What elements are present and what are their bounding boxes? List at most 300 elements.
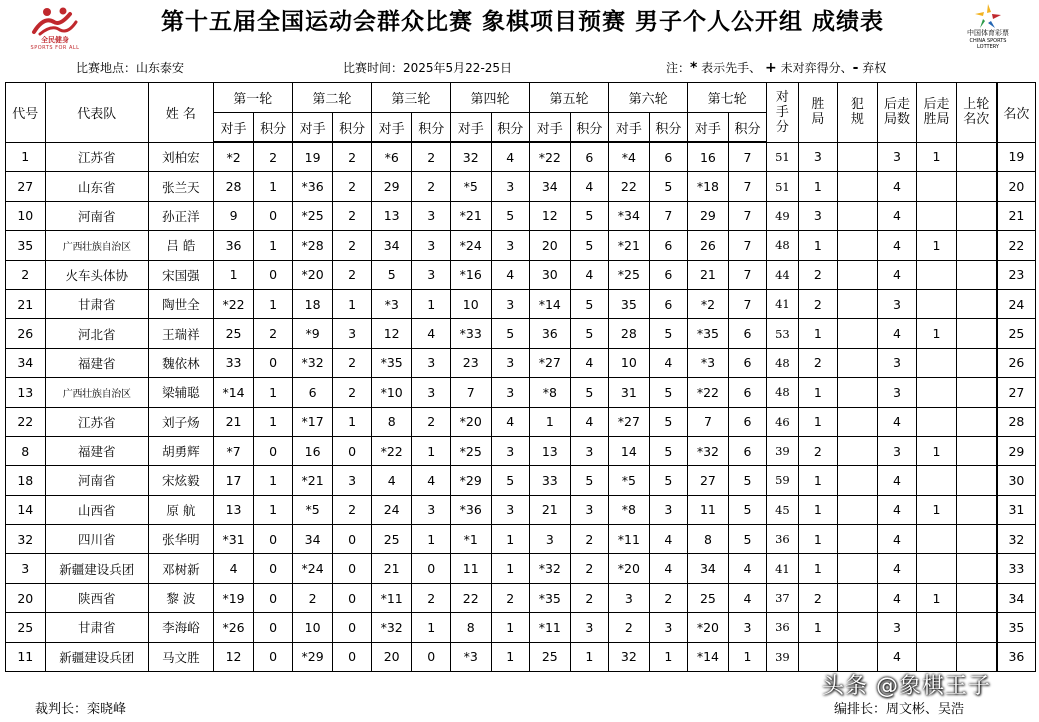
cell-opponent: 29 (371, 172, 412, 201)
cell-prev-rank (956, 289, 997, 318)
cell-opponent: 33 (530, 466, 571, 495)
cell-team: 江苏省 (45, 142, 148, 172)
cell-opponent: 36 (530, 319, 571, 348)
cell-team: 新疆建设兵团 (45, 554, 148, 583)
cell-score: 3 (649, 495, 688, 524)
cell-rank: 33 (997, 554, 1036, 583)
cell-opponent: *32 (292, 348, 333, 377)
cell-opponent: 11 (688, 495, 729, 524)
cell-opponent: *20 (688, 613, 729, 642)
cell-score: 2 (254, 319, 293, 348)
cell-opponent: 13 (530, 436, 571, 465)
cell-opponent: 29 (688, 201, 729, 230)
cell-rank: 36 (997, 642, 1036, 671)
cell-fouls (838, 613, 878, 642)
cell-opponent: *5 (609, 466, 650, 495)
cell-second-count: 4 (877, 554, 917, 583)
cell-score: 2 (333, 201, 372, 230)
cell-wins: 1 (798, 231, 838, 260)
cell-second-count: 3 (877, 436, 917, 465)
cell-wins: 1 (798, 378, 838, 407)
cell-team: 福建省 (45, 436, 148, 465)
cell-opponent-total: 44 (767, 260, 798, 289)
cell-second-wins (917, 642, 957, 671)
header-opponent: 对手 (450, 113, 491, 143)
cell-opponent-total: 37 (767, 583, 798, 612)
cell-score: 6 (570, 142, 609, 172)
cell-fouls (838, 436, 878, 465)
cell-opponent-total: 41 (767, 289, 798, 318)
table-row (6, 260, 1036, 289)
header-team: 代表队 (45, 83, 148, 143)
cell-opponent: 16 (688, 142, 729, 172)
cell-code: 3 (6, 554, 46, 583)
minus-symbol: - (852, 60, 859, 76)
cell-second-wins (917, 201, 957, 230)
cell-name: 邓树新 (148, 554, 213, 583)
cell-opponent: *16 (450, 260, 491, 289)
cell-second-count: 3 (877, 378, 917, 407)
cell-code: 1 (6, 142, 46, 172)
cell-opponent: 13 (213, 495, 254, 524)
cell-second-count: 3 (877, 142, 917, 172)
cell-second-wins: 1 (917, 142, 957, 172)
cell-opponent-total: 53 (767, 319, 798, 348)
header-second-wins: 后走胜局 (917, 83, 957, 143)
header-opponent: 对手 (371, 113, 412, 143)
cell-opponent: *22 (688, 378, 729, 407)
cell-score: 2 (412, 142, 451, 172)
cell-score: 1 (491, 525, 530, 554)
cell-rank: 19 (997, 142, 1036, 172)
cell-fouls (838, 348, 878, 377)
cell-fouls (838, 319, 878, 348)
header-opponent: 对手 (530, 113, 571, 143)
cell-score: 4 (570, 407, 609, 436)
cell-team: 陕西省 (45, 583, 148, 612)
cell-second-count: 4 (877, 201, 917, 230)
header-round: 第七轮 (688, 83, 767, 113)
runner-figure-icon (30, 6, 80, 36)
cell-rank: 29 (997, 436, 1036, 465)
cell-code: 13 (6, 378, 46, 407)
cell-opponent: 20 (371, 642, 412, 671)
cell-second-wins (917, 378, 957, 407)
table-row (6, 231, 1036, 260)
cell-opponent: 34 (530, 172, 571, 201)
cell-score: 0 (333, 554, 372, 583)
cell-score: 3 (412, 260, 451, 289)
cell-score: 3 (412, 348, 451, 377)
table-row (6, 289, 1036, 318)
legend-note (666, 60, 886, 76)
cell-score: 3 (491, 495, 530, 524)
cell-name: 黎 波 (148, 583, 213, 612)
cell-score: 5 (570, 201, 609, 230)
cell-score: 1 (254, 231, 293, 260)
cell-rank: 34 (997, 583, 1036, 612)
cell-score: 4 (570, 172, 609, 201)
cell-score: 5 (649, 407, 688, 436)
cell-score: 6 (728, 407, 767, 436)
cell-score: 5 (570, 319, 609, 348)
cell-rank: 27 (997, 378, 1036, 407)
cell-opponent: 22 (609, 172, 650, 201)
cell-team: 新疆建设兵团 (45, 642, 148, 671)
cell-wins: 2 (798, 348, 838, 377)
cell-opponent: 4 (213, 554, 254, 583)
table-row (6, 466, 1036, 495)
cell-wins: 1 (798, 495, 838, 524)
header-score: 积分 (333, 113, 372, 143)
cell-name: 魏依林 (148, 348, 213, 377)
cell-opponent: *25 (609, 260, 650, 289)
cell-second-count: 4 (877, 319, 917, 348)
cell-score: 1 (254, 172, 293, 201)
cell-team: 四川省 (45, 525, 148, 554)
cell-code: 11 (6, 642, 46, 671)
header-round: 第二轮 (292, 83, 371, 113)
header-code: 代号 (6, 83, 46, 143)
cell-rank: 22 (997, 231, 1036, 260)
cell-wins: 2 (798, 436, 838, 465)
header-round: 第一轮 (213, 83, 292, 113)
cell-name: 吕 皓 (148, 231, 213, 260)
cell-opponent: *36 (292, 172, 333, 201)
cell-fouls (838, 525, 878, 554)
cell-score: 7 (728, 231, 767, 260)
table-row (6, 201, 1036, 230)
cell-opponent: *17 (292, 407, 333, 436)
cell-opponent: 31 (609, 378, 650, 407)
cell-score: 4 (570, 260, 609, 289)
cell-score: 6 (649, 289, 688, 318)
cell-score: 0 (333, 525, 372, 554)
cell-score: 4 (649, 348, 688, 377)
cell-score: 1 (254, 466, 293, 495)
cell-score: 5 (570, 231, 609, 260)
cell-score: 1 (491, 554, 530, 583)
cell-second-wins: 1 (917, 319, 957, 348)
table-row (6, 613, 1036, 642)
cell-opponent: 5 (371, 260, 412, 289)
cell-second-wins (917, 172, 957, 201)
cell-opponent: 8 (450, 613, 491, 642)
cell-score: 7 (728, 201, 767, 230)
date-label: 比赛时间：2025年5月22-25日 (343, 61, 513, 75)
cell-opponent: *27 (609, 407, 650, 436)
cell-score: 5 (728, 495, 767, 524)
cell-score: 3 (333, 466, 372, 495)
cell-fouls (838, 466, 878, 495)
table-row (6, 436, 1036, 465)
cell-second-wins (917, 260, 957, 289)
cell-code: 26 (6, 319, 46, 348)
cell-wins: 2 (798, 583, 838, 612)
cell-prev-rank (956, 348, 997, 377)
cell-rank: 32 (997, 525, 1036, 554)
cell-opponent: *21 (450, 201, 491, 230)
star-meaning: 表示先手、 (701, 61, 762, 75)
cell-score: 2 (570, 525, 609, 554)
cell-team: 火车头体协 (45, 260, 148, 289)
cell-opponent: 12 (371, 319, 412, 348)
cell-opponent: *7 (213, 436, 254, 465)
cell-prev-rank (956, 201, 997, 230)
cell-opponent-total: 39 (767, 642, 798, 671)
cell-rank: 26 (997, 348, 1036, 377)
cell-score: 2 (649, 583, 688, 612)
cell-team: 甘肃省 (45, 289, 148, 318)
cell-score: 2 (333, 378, 372, 407)
cell-team: 河南省 (45, 466, 148, 495)
cell-name: 原 航 (148, 495, 213, 524)
cell-code: 8 (6, 436, 46, 465)
lottery-star-icon (974, 3, 1002, 29)
cell-second-count: 4 (877, 495, 917, 524)
logo-caption: 中国体育彩票 (967, 29, 1009, 37)
cell-fouls (838, 172, 878, 201)
cell-team: 甘肃省 (45, 613, 148, 642)
cell-opponent: 10 (609, 348, 650, 377)
cell-score: 2 (491, 583, 530, 612)
cell-rank: 28 (997, 407, 1036, 436)
cell-opponent-total: 48 (767, 378, 798, 407)
cell-opponent: 26 (688, 231, 729, 260)
cell-score: 2 (254, 142, 293, 172)
cell-rank: 24 (997, 289, 1036, 318)
cell-prev-rank (956, 142, 997, 172)
header-round: 第五轮 (530, 83, 609, 113)
cell-score: 0 (254, 554, 293, 583)
cell-score: 3 (412, 378, 451, 407)
cell-score: 2 (570, 554, 609, 583)
cell-second-wins: 1 (917, 436, 957, 465)
cell-opponent: 32 (609, 642, 650, 671)
cell-score: 6 (728, 348, 767, 377)
cell-second-count: 4 (877, 583, 917, 612)
cell-prev-rank (956, 466, 997, 495)
cell-name: 宋国强 (148, 260, 213, 289)
cell-score: 3 (333, 319, 372, 348)
header-opponent: 对手 (213, 113, 254, 143)
cell-score: 5 (649, 436, 688, 465)
cell-score: 1 (649, 642, 688, 671)
cell-opponent-total: 51 (767, 172, 798, 201)
cell-prev-rank (956, 583, 997, 612)
cell-opponent-total: 49 (767, 201, 798, 230)
cell-score: 0 (412, 642, 451, 671)
cell-score: 3 (491, 378, 530, 407)
cell-rank: 25 (997, 319, 1036, 348)
header-score: 积分 (570, 113, 609, 143)
cell-opponent-total: 46 (767, 407, 798, 436)
cell-score: 0 (333, 613, 372, 642)
chief-compiler: 编排长：周文彬、吴浩 (834, 702, 965, 717)
cell-code: 20 (6, 583, 46, 612)
cell-second-wins (917, 407, 957, 436)
cell-score: 6 (728, 378, 767, 407)
cell-score: 5 (649, 172, 688, 201)
cell-score: 0 (333, 436, 372, 465)
cell-opponent: *35 (530, 583, 571, 612)
cell-rank: 35 (997, 613, 1036, 642)
cell-score: 3 (570, 613, 609, 642)
cell-prev-rank (956, 525, 997, 554)
header-prev-rank: 上轮名次 (956, 83, 997, 143)
cell-opponent: 21 (688, 260, 729, 289)
header-score: 积分 (649, 113, 688, 143)
cell-opponent: 34 (371, 231, 412, 260)
cell-opponent: *14 (213, 378, 254, 407)
cell-fouls (838, 289, 878, 318)
cell-second-wins (917, 525, 957, 554)
sports-for-all-logo (22, 6, 88, 52)
venue-label: 比赛地点：山东泰安 (76, 61, 185, 75)
cell-opponent: 1 (530, 407, 571, 436)
cell-prev-rank (956, 642, 997, 671)
cell-score: 4 (649, 525, 688, 554)
cell-opponent: 25 (371, 525, 412, 554)
cell-second-count: 3 (877, 613, 917, 642)
watermark: 头条 @象棋王子 (822, 674, 991, 699)
cell-fouls (838, 201, 878, 230)
cell-opponent: *35 (688, 319, 729, 348)
header-wins: 胜局 (798, 83, 838, 143)
cell-score: 2 (333, 348, 372, 377)
cell-score: 2 (570, 583, 609, 612)
cell-opponent: 19 (292, 142, 333, 172)
cell-fouls (838, 642, 878, 671)
cell-score: 5 (491, 466, 530, 495)
cell-opponent: 12 (530, 201, 571, 230)
cell-opponent: 13 (371, 201, 412, 230)
cell-opponent: *3 (450, 642, 491, 671)
cell-opponent: *11 (530, 613, 571, 642)
cell-second-count: 4 (877, 231, 917, 260)
cell-code: 25 (6, 613, 46, 642)
cell-score: 1 (412, 289, 451, 318)
cell-score: 0 (254, 436, 293, 465)
cell-name: 刘子炀 (148, 407, 213, 436)
cell-name: 胡勇辉 (148, 436, 213, 465)
cell-wins: 2 (798, 289, 838, 318)
cell-opponent: *36 (450, 495, 491, 524)
cell-opponent-total: 36 (767, 613, 798, 642)
cell-opponent-total: 48 (767, 231, 798, 260)
cell-name: 王瑞祥 (148, 319, 213, 348)
plus-meaning: 未对弈得分、 (780, 61, 853, 75)
cell-prev-rank (956, 613, 997, 642)
cell-opponent: 27 (688, 466, 729, 495)
cell-opponent: *29 (450, 466, 491, 495)
cell-score: 1 (570, 642, 609, 671)
minus-meaning: 弃权 (862, 61, 887, 75)
cell-opponent: 33 (213, 348, 254, 377)
cell-name: 宋炫毅 (148, 466, 213, 495)
logo-subcaption: CHINA SPORTS LOTTERY (969, 38, 1007, 50)
cell-code: 32 (6, 525, 46, 554)
cell-code: 34 (6, 348, 46, 377)
cell-second-wins: 1 (917, 583, 957, 612)
cell-score: 3 (570, 495, 609, 524)
cell-opponent-total: 48 (767, 348, 798, 377)
cell-opponent: 6 (292, 378, 333, 407)
cell-name: 孙正洋 (148, 201, 213, 230)
cell-opponent: 17 (213, 466, 254, 495)
cell-opponent: *11 (609, 525, 650, 554)
cell-score: 7 (728, 260, 767, 289)
cell-opponent: *22 (530, 142, 571, 172)
cell-opponent: 4 (371, 466, 412, 495)
cell-wins: 1 (798, 466, 838, 495)
cell-score: 1 (412, 436, 451, 465)
cell-score: 3 (491, 436, 530, 465)
cell-wins: 2 (798, 260, 838, 289)
cell-team: 山东省 (45, 172, 148, 201)
cell-score: 2 (333, 231, 372, 260)
cell-opponent: *32 (530, 554, 571, 583)
cell-code: 18 (6, 466, 46, 495)
cell-score: 7 (728, 289, 767, 318)
cell-opponent: *28 (292, 231, 333, 260)
cell-score: 5 (570, 289, 609, 318)
star-symbol: * (690, 60, 698, 76)
cell-opponent: *4 (609, 142, 650, 172)
cell-prev-rank (956, 378, 997, 407)
cell-second-count: 4 (877, 525, 917, 554)
logo-caption: 全民健身 (41, 36, 69, 44)
cell-opponent: *2 (688, 289, 729, 318)
cell-opponent: *8 (530, 378, 571, 407)
cell-opponent-total: 45 (767, 495, 798, 524)
cell-second-count: 4 (877, 642, 917, 671)
table-row (6, 142, 1036, 172)
table-row (6, 583, 1036, 612)
cell-opponent: 34 (292, 525, 333, 554)
cell-opponent: 10 (292, 613, 333, 642)
cell-opponent: 12 (213, 642, 254, 671)
cell-score: 3 (491, 289, 530, 318)
header-score: 积分 (254, 113, 293, 143)
cell-score: 3 (649, 613, 688, 642)
cell-score: 7 (649, 201, 688, 230)
cell-opponent: *22 (371, 436, 412, 465)
table-row (6, 495, 1036, 524)
cell-score: 1 (254, 407, 293, 436)
cell-opponent: 10 (450, 289, 491, 318)
cell-score: 4 (412, 466, 451, 495)
note-prefix: 注： (666, 61, 691, 75)
cell-second-count: 4 (877, 260, 917, 289)
cell-score: 3 (491, 172, 530, 201)
cell-fouls (838, 260, 878, 289)
cell-prev-rank (956, 554, 997, 583)
plus-symbol: + (765, 60, 777, 76)
cell-second-wins: 1 (917, 231, 957, 260)
cell-wins: 3 (798, 201, 838, 230)
cell-opponent: *24 (292, 554, 333, 583)
cell-opponent: 1 (213, 260, 254, 289)
cell-opponent: *31 (213, 525, 254, 554)
cell-name: 李海峪 (148, 613, 213, 642)
cell-score: 3 (491, 231, 530, 260)
cell-opponent: *10 (371, 378, 412, 407)
cell-score: 5 (728, 466, 767, 495)
cell-opponent: 7 (450, 378, 491, 407)
cell-opponent: *3 (688, 348, 729, 377)
cell-score: 0 (333, 583, 372, 612)
